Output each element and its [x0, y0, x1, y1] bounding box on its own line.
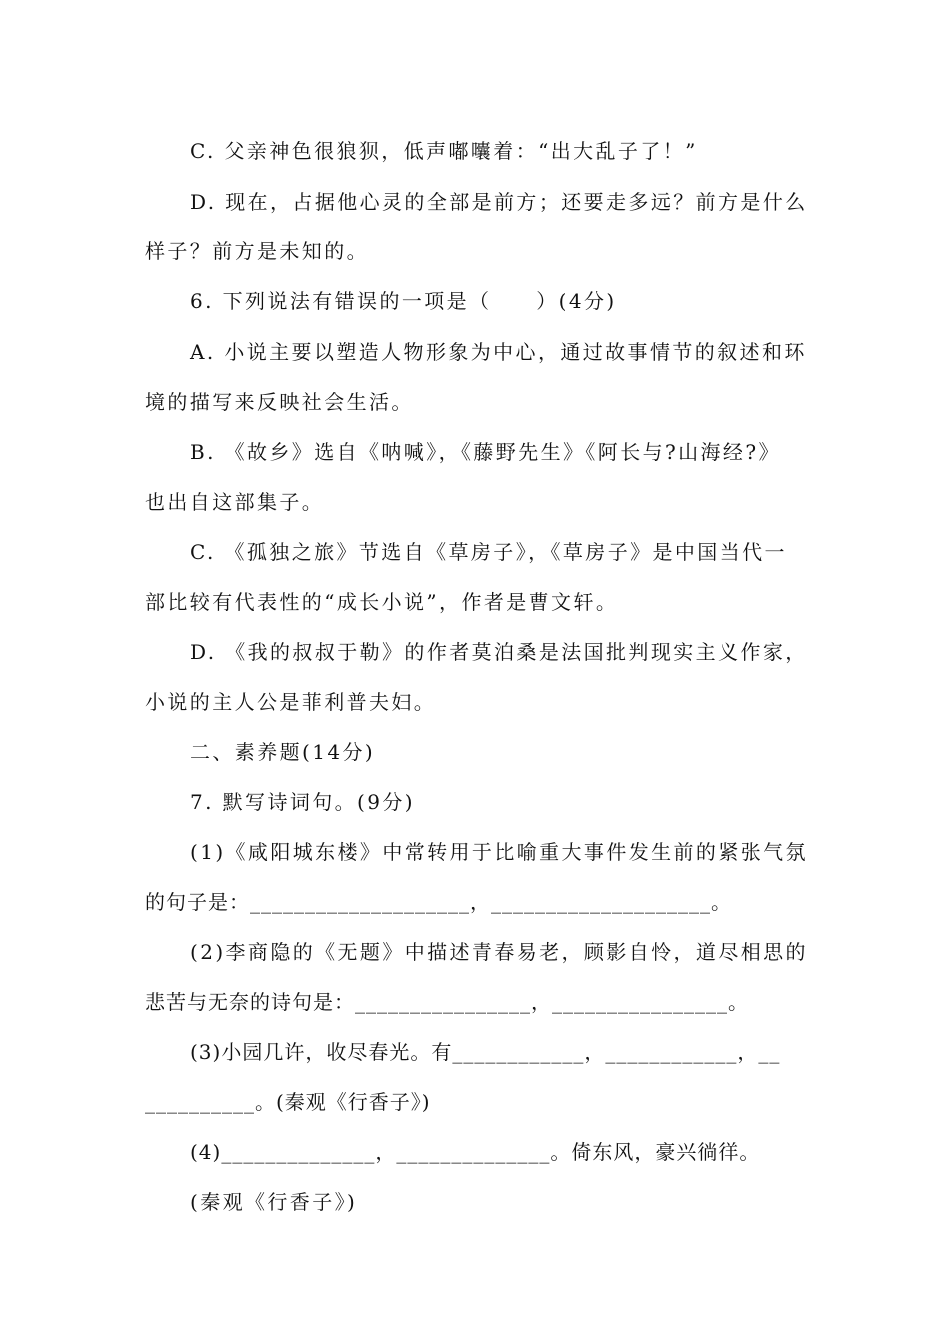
option-c-q6-cont: 部比较有代表性的“成长小说”，作者是曹文轩。: [145, 590, 619, 614]
option-a-q6-cont: 境的描写来反映社会生活。: [145, 390, 414, 414]
option-d-q6-cont: 小说的主人公是菲利普夫妇。: [145, 690, 437, 714]
option-d-q5: D. 现在，占据他心灵的全部是前方；还要走多远？前方是什么: [190, 190, 808, 214]
q7-item-2-blanks: 悲苦与无奈的诗句是：________________，________________。: [145, 990, 749, 1014]
section-heading: 二、素养题(14分): [190, 740, 376, 764]
question-7: 7. 默写诗词句。(9分): [190, 790, 415, 814]
q7-item-2: (2)李商隐的《无题》中描述青春易老，顾影自怜，道尽相思的: [190, 940, 808, 964]
option-c-q5: C. 父亲神色很狼狈，低声嘟囔着：“出大乱子了！”: [190, 139, 698, 163]
option-b-q6-cont: 也出自这部集子。: [145, 490, 325, 514]
option-b-q6: B. 《故乡》选自《呐喊》，《藤野先生》《阿长与?山海经?》: [190, 440, 781, 464]
option-c-q6: C. 《孤独之旅》节选自《草房子》，《草房子》是中国当代一: [190, 540, 787, 564]
question-6: 6. 下列说法有错误的一项是（ ）(4分): [190, 289, 617, 313]
q7-item-4-source: (秦观《行香子》): [190, 1190, 358, 1214]
option-a-q6: A. 小说主要以塑造人物形象为中心，通过故事情节的叙述和环: [190, 340, 807, 364]
option-d-q6: D. 《我的叔叔于勒》的作者莫泊桑是法国批判现实主义作家，: [190, 640, 808, 664]
q7-item-4: (4)______________，______________。倚东风，豪兴徜徉。: [190, 1140, 761, 1164]
q7-item-1: (1)《咸阳城东楼》中常转用于比喻重大事件发生前的紧张气氛: [190, 840, 808, 864]
option-d-q5-cont: 样子？前方是未知的。: [145, 239, 369, 263]
q7-item-1-blanks: 的句子是：____________________，____________________。: [145, 890, 732, 914]
q7-item-3: (3)小园几许，收尽春光。有____________，____________，__: [190, 1040, 781, 1064]
q7-item-3-cont: __________。(秦观《行香子》): [145, 1090, 431, 1114]
